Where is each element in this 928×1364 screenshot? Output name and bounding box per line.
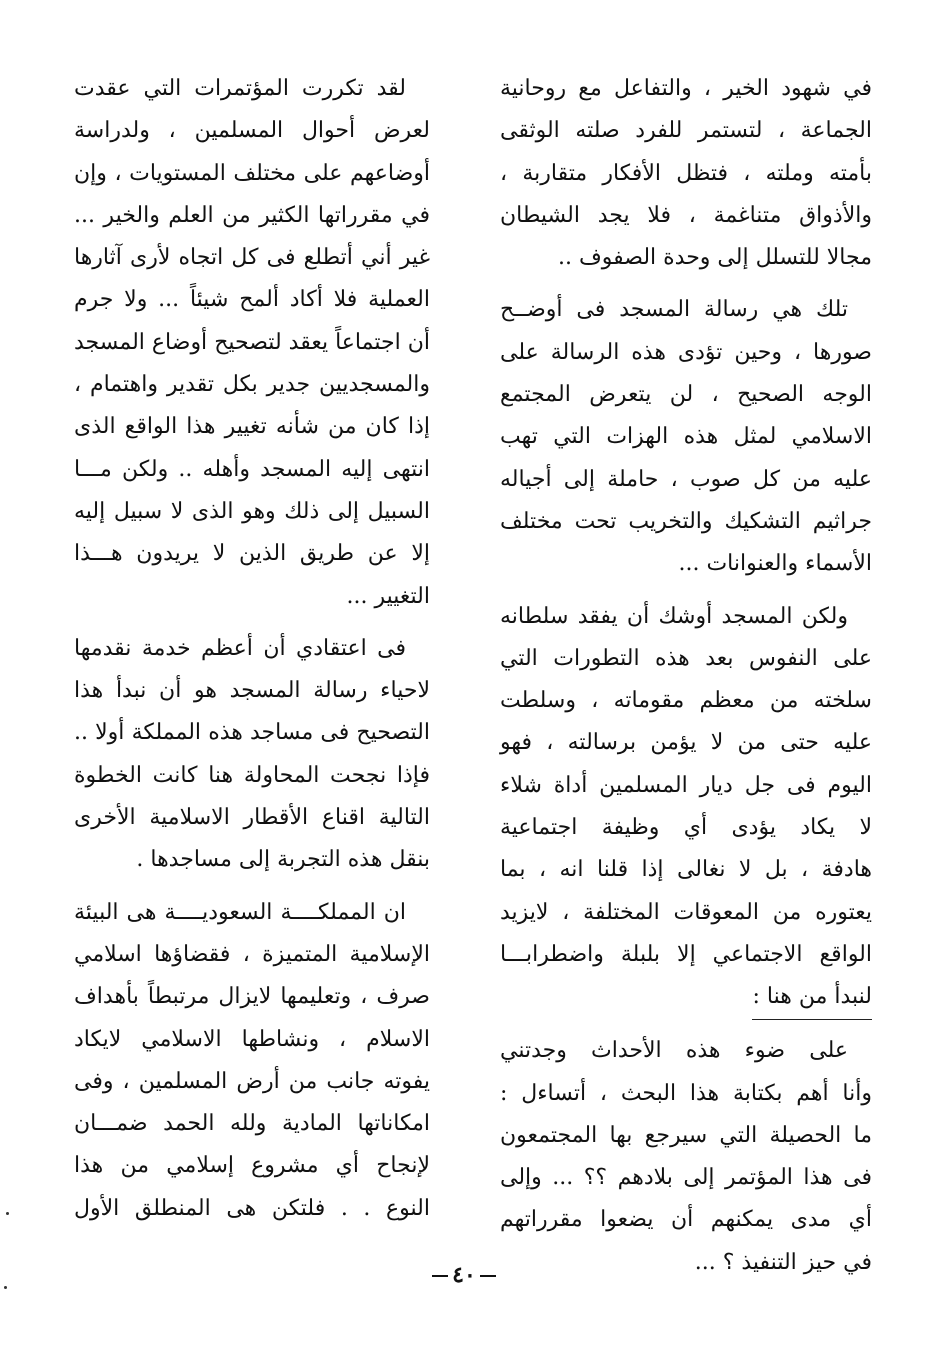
text-line: لقد تكررت المؤتمرات التي عقدت [74,76,406,101]
scan-speck [6,1212,9,1215]
text-line: العملية فلا أكاد ألمح شيئاً ... ولا جرم [74,287,430,313]
paragraph-7 [74,892,430,1230]
section-heading-paragraph [500,976,872,1020]
paragraph-6 [74,628,430,882]
text-line: بأمته وملته ، فتظل الأفكار متقاربة ، [500,160,872,186]
text-line: يفوته جانب من أرض المسلمين ، وفى [74,1068,430,1094]
text-line: جراثيم التشكيك والتخريب تحت مختلف [500,508,872,534]
text-line: عليه حتى من لا يؤمن برسالته ، فهو [500,730,872,756]
text-line: على النفوس بعد هذه التطورات التي [500,645,872,671]
text-line: عليه من كل صوب ، حاملة إلى أجياله [500,466,872,492]
text-line: أن اجتماعاً يعقد لتصحيح أوضاع المسجد [74,329,430,355]
text-line: الواقع الاجتماعي إلا بلبلة واضطرابـــا [500,941,872,967]
text-line: الإسلامية المتميزة ، فقضاؤها اسلامي [74,941,430,967]
text-line: الاسلام ، ونشاطها الاسلامي لايكاد [74,1026,430,1052]
text-line: ولكن المسجد أوشك أن يفقد سلطانه [500,603,848,629]
text-line: لاحياء رسالة المسجد هو أن نبدأ هذا [74,678,430,704]
text-line: صورها ، وحين تؤدى هذه الرسالة على [500,339,872,365]
section-heading: لنبدأ من هنا : [752,977,872,1020]
text-line: والأذواق متناغمة ، فلا يجد الشيطان [500,202,872,228]
text-line: الوجه الصحيح ، لن يتعرض المجتمع [500,382,872,408]
paragraph-5 [74,68,430,618]
text-line: أي مدى يمكنهم أن يضعوا مقرراتهم [500,1207,872,1233]
left-column [74,68,430,1230]
text-line: والمسجديين جدير بكل تقدير واهتمام ، [74,372,430,398]
text-line: في حيز التنفيذ ؟ ... [694,1249,872,1275]
dash-right [432,1275,448,1277]
text-line: الجماعة ، لتستمر للفرد صلته الوثقى [500,118,872,144]
text-line: التغيير ... [346,583,430,609]
text-line: صرف ، وتعليمها لايزال مرتبطاً بأهداف [74,984,430,1010]
text-line: أوضاعهم على مختلف المستويات ، وإن [74,160,430,186]
text-line: التالية اقناع الأقطار الاسلامية الأخرى [74,805,430,831]
text-line: لا يكاد يؤدى أي وظيفة اجتماعية [500,815,872,841]
paragraph-1 [500,68,872,279]
text-line: امكاناتها المادية ولله الحمد ضمـــان [74,1111,430,1137]
right-column [500,68,872,1284]
text-line: فإذا نجحت المحاولة هنا كانت الخطوة [74,762,430,788]
text-line: سلخته من معظم مقوماته ، وسلطت [500,688,872,714]
text-line: يعتوره من المعوقات المختلفة ، لايزيد [500,899,872,925]
text-line: لعرض أحوال المسلمين ، ولدراسة [74,118,430,144]
paragraph-4 [500,1030,872,1284]
text-line: وأنا أهم بكتابة هذا البحث ، أتساءل : [500,1080,872,1106]
text-line: التصحيح فى مساجد هذه المملكة أولا .. [74,720,430,746]
text-line: النوع . . فلتكن هى المنطلق الأول [74,1195,430,1221]
text-line: فى هذا المؤتمر إلى بلادهم ؟؟ ... وإلى [500,1165,872,1191]
paragraph-2 [500,289,872,585]
text-line: بنقل هذه التجربة إلى مساجدها . [136,847,430,873]
page-number [0,1262,928,1288]
text-line: انتهى إليه المسجد وأهله .. ولكن مـــا [74,456,430,482]
text-line: غير أني أتطلع فى كل اتجاه لأرى آثارها [74,245,430,271]
text-line: ما الحصيلة التي سيرجع بها المجتمعون [500,1122,872,1148]
text-line: هادفة ، بل لا نغالى إذا قلنا انه ، بما [500,857,872,883]
text-line: لإنجاح أي مشروع إسلامي من هذا [74,1153,430,1179]
page-number-text: ٤٠ [452,1262,476,1288]
paragraph-3 [500,596,872,977]
text-line: اليوم فى جل ديار المسلمين أداة شلاء [500,772,872,798]
text-line: إلا عن طريق الذين لا يريدون هـــذا [74,541,430,567]
text-line: ان المملكــــة السعوديــــة هى البيئة [74,899,406,925]
text-line: تلك هي رسالة المسجد فى أوضــح [500,297,848,323]
text-line: في مقرراتها الكثير من العلم والخير ... [74,202,430,228]
scan-speck [4,1286,7,1289]
text-line: في شهود الخير ، والتفاعل مع روحانية [500,76,872,101]
text-line: على ضوء هذه الأحداث وجدتني [500,1038,848,1064]
text-line: الاسلامي لمثل هذه الهزات التي تهب [500,424,872,450]
dash-left [480,1275,496,1277]
text-line: مجالا للتسلل إلى وحدة الصفوف .. [557,245,872,271]
text-line: إذا كان من شأنه تغيير هذا الواقع الذى [74,414,430,440]
text-line: الأسماء والعنوانات ... [678,551,872,577]
text-line: السبيل إلى ذلك وهو الذى لا سبيل إليه [74,498,430,524]
text-line: فى اعتقادي أن أعظم خدمة نقدمها [74,635,406,661]
